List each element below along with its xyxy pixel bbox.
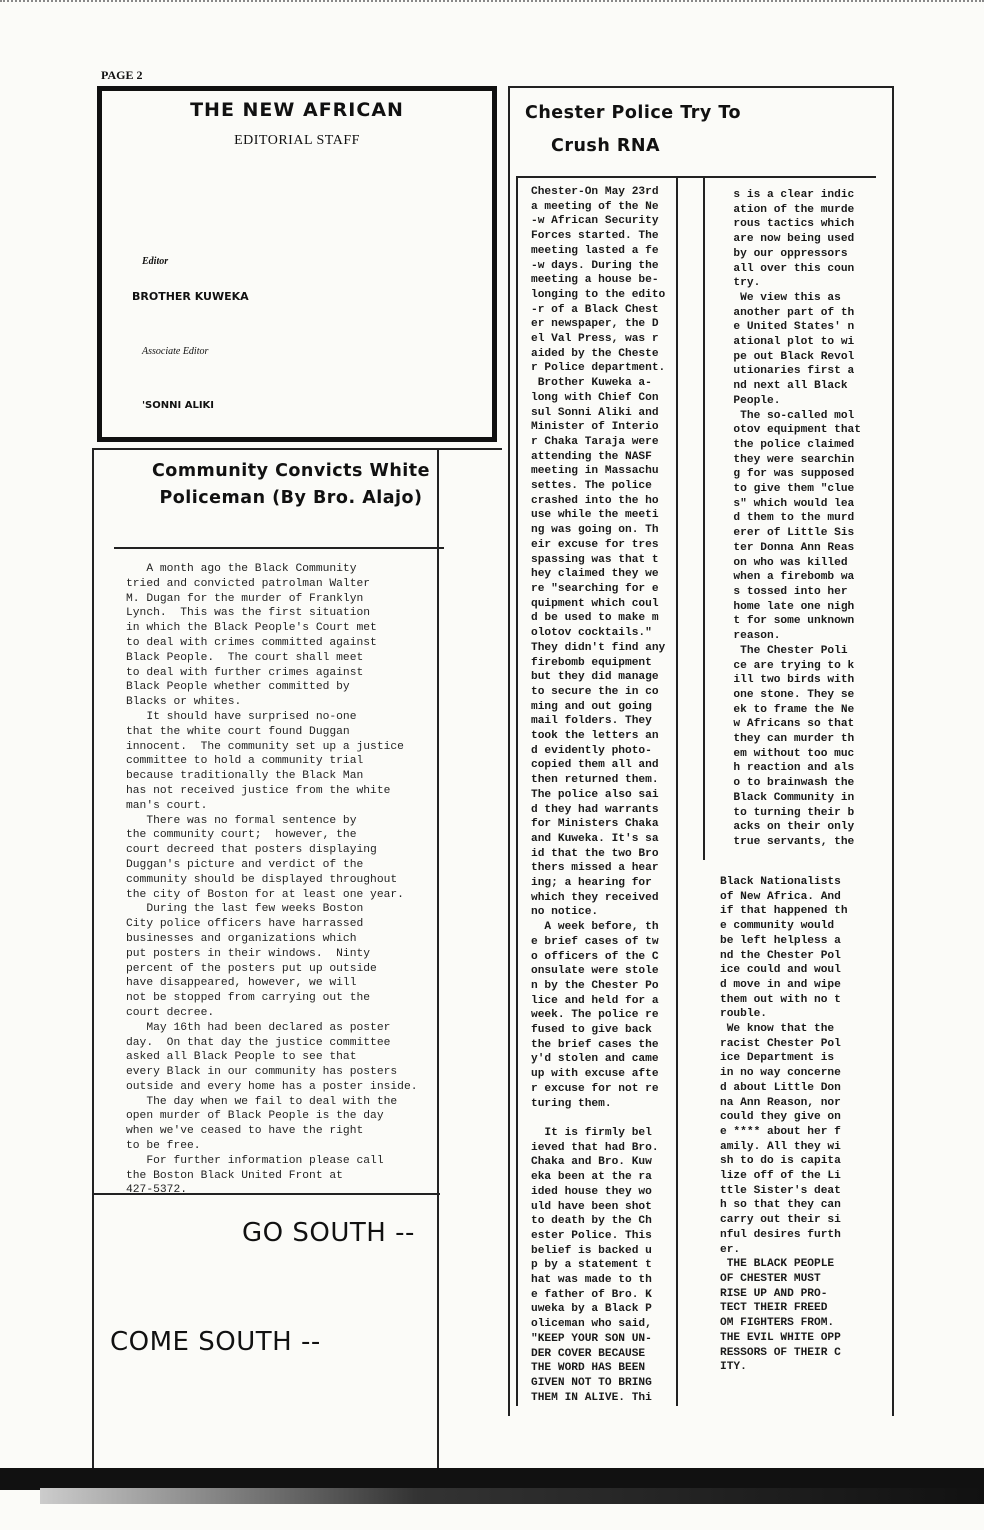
text-line: nd the Chester Pol [720, 949, 841, 962]
text-line: e **** about her f [720, 1125, 841, 1138]
text-line: to give them "clue [720, 483, 855, 496]
text-line: fused to give back [531, 1024, 652, 1037]
text-line: Black People whether committed by [126, 681, 350, 694]
text-line: took the letters an [531, 730, 659, 743]
middle-column-rule [437, 448, 439, 1488]
text-line: when a firebomb wa [720, 571, 855, 584]
text-line: week. The police re [531, 1009, 659, 1022]
masthead-subtitle: EDITORIAL STAFF [234, 133, 360, 148]
text-line: Duggan's picture and verdict of the [126, 858, 364, 871]
chester-top-rule [508, 86, 894, 88]
text-line: City police officers have harrassed [126, 918, 364, 931]
text-line: if that happened th [720, 905, 848, 918]
text-line: ter Donna Ann Reas [720, 541, 855, 554]
text-line: Black People. The court shall meet [126, 651, 364, 664]
chester-col1-left-rule [516, 176, 518, 1406]
text-line: meeting in Massachu [531, 465, 659, 478]
text-line: s" which would lea [720, 497, 855, 510]
text-line: ational plot to wi [720, 336, 855, 349]
text-line: another part of th [720, 306, 855, 319]
text-line: Lynch. This was the first situation [126, 607, 371, 620]
text-line: asked all Black People to see that [126, 1051, 357, 1064]
text-line: open murder of Black People is the day [126, 1110, 384, 1123]
text-line: ice could and woul [720, 964, 841, 977]
text-line: e community would [720, 920, 835, 933]
text-line: day. On that day the justice committee [126, 1036, 391, 1049]
text-line: p by a statement t [531, 1259, 652, 1272]
text-line: percent of the posters put up outside [126, 962, 377, 975]
text-line: on who was killed [720, 556, 848, 569]
text-line: ce are trying to k [720, 659, 855, 672]
text-line: We view this as [720, 291, 841, 304]
text-line: meeting lasted a fe [531, 244, 659, 257]
text-line: w Africans so that [720, 718, 855, 731]
text-line: the police claimed [720, 438, 855, 451]
text-line: It is firmly bel [531, 1127, 652, 1139]
text-line: ing; a hearing for [531, 877, 652, 890]
text-line: eka been at the ra [531, 1171, 652, 1184]
text-line: to be free. [126, 1140, 201, 1153]
scan-bottom-shadow [40, 1488, 984, 1504]
text-line: the brief cases the [531, 1038, 659, 1051]
text-line: r excuse for not re [531, 1082, 659, 1095]
text-line: try. [720, 277, 761, 290]
text-line: RISE UP AND PRO- [720, 1287, 828, 1300]
text-line: OF CHESTER MUST [720, 1272, 821, 1285]
text-line: -w African Security [531, 215, 659, 228]
text-line: It should have surprised no-one [126, 710, 357, 723]
text-line: ng was going on. Th [531, 524, 659, 537]
text-line: sh to do is capita [720, 1155, 841, 1168]
text-line: GIVEN NOT TO BRING [531, 1376, 652, 1389]
text-line: aided by the Cheste [531, 347, 659, 360]
text-line: racist Chester Pol [720, 1037, 841, 1050]
text-line: longing to the edito [531, 288, 666, 301]
community-top-rule [92, 448, 502, 450]
text-line: o to brainwash the [720, 777, 855, 790]
text-line: THEM IN ALIVE. Thi [531, 1391, 652, 1404]
text-line: Minister of Interio [531, 421, 659, 434]
text-line: r Police department. [531, 362, 666, 375]
chester-col1-right-rule [676, 176, 678, 1406]
text-line: ITY. [720, 1361, 747, 1374]
go-south-slogan: GO SOUTH -- [242, 1218, 415, 1248]
text-line: THE EVIL WHITE OPP [720, 1331, 841, 1344]
text-line: s is a clear indic [720, 189, 855, 201]
text-line: the city of Boston for at least one year. [126, 888, 404, 901]
chester-columns-top-rule [516, 176, 876, 178]
text-line: one stone. They se [720, 688, 855, 701]
text-line: There was no formal sentence by [126, 814, 357, 827]
text-line: acks on their only [720, 821, 855, 834]
text-line: nful desires furth [720, 1228, 841, 1241]
text-line: pe out Black Revol [720, 350, 855, 363]
chester-article-column-1 [531, 185, 665, 1405]
text-line: e United States' n [720, 321, 855, 334]
text-line: meeting a house be- [531, 274, 659, 287]
text-line: y'd stolen and came [531, 1053, 659, 1066]
text-line: THE WORD HAS BEEN [531, 1362, 646, 1375]
text-line: then returned them. [531, 774, 659, 787]
text-line: During the last few weeks Boston [126, 903, 364, 916]
text-line: hat was made to th [531, 1274, 652, 1287]
text-line: they can murder th [720, 733, 855, 746]
text-line: of New Africa. And [720, 890, 841, 903]
chester-col2-left-rule [703, 176, 705, 860]
text-line: e father of Bro. K [531, 1288, 652, 1301]
text-line: committee to hold a community trial [126, 755, 364, 768]
text-line: put posters in their windows. Ninty [126, 947, 371, 960]
text-line: all over this coun [720, 262, 855, 275]
text-line: olotov cocktails." [531, 627, 652, 640]
text-line: rouble. [720, 1008, 767, 1021]
text-line: uweka by a Black P [531, 1303, 652, 1316]
text-line: turing them. [531, 1097, 612, 1110]
text-line: by our oppressors [720, 247, 848, 260]
text-line: innocent. The community set up a justice [126, 740, 404, 753]
text-line: d move in and wipe [720, 978, 841, 991]
text-line: OM FIGHTERS FROM. [720, 1317, 835, 1330]
text-line: The Chester Poli [720, 644, 848, 657]
text-line: d evidently photo- [531, 744, 652, 757]
chester-headline-line1: Chester Police Try To [525, 103, 742, 123]
text-line: Brother Kuweka a- [531, 377, 652, 390]
text-line: The so-called mol [720, 409, 855, 422]
text-line: be left helpless a [720, 934, 841, 947]
text-line: d them to the murd [720, 512, 855, 525]
left-column-rule [92, 448, 94, 1488]
text-line: hey claimed they we [531, 568, 659, 581]
text-line: er. [720, 1243, 741, 1256]
text-line: re "searching for e [531, 582, 659, 595]
text-line: For further information please call [126, 1154, 384, 1167]
text-line: They didn't find any [531, 641, 666, 654]
text-line: home late one nigh [720, 600, 855, 613]
text-line: every Black in our community has posters [126, 1066, 398, 1079]
text-line: nd next all Black [720, 380, 848, 393]
text-line: Chaka and Bro. Kuw [531, 1156, 652, 1169]
chester-headline-line2: Crush RNA [551, 136, 661, 156]
text-line: crashed into the ho [531, 494, 659, 507]
text-line: Blacks or whites. [126, 696, 242, 709]
text-line [531, 1111, 665, 1126]
text-line: ice Department is [720, 1052, 835, 1065]
text-line: no notice. [531, 906, 599, 919]
editor-label: Editor [142, 256, 169, 267]
text-line: ation of the murde [720, 203, 855, 216]
text-line: r Chaka Taraja were [531, 435, 659, 448]
text-line: "KEEP YOUR SON UN- [531, 1332, 652, 1345]
text-line: 427-5372. [126, 1184, 188, 1197]
text-line: onsulate were stole [531, 965, 659, 978]
text-line: d about Little Don [720, 1081, 841, 1094]
text-line: businesses and organizations which [126, 932, 357, 945]
text-line: thers missed a hear [531, 862, 659, 875]
page-label: PAGE 2 [101, 68, 143, 82]
text-line: court decree. [126, 1006, 215, 1019]
text-line: The day when we fail to deal with the [126, 1095, 398, 1108]
text-line: up with excuse afte [531, 1068, 659, 1081]
text-line: when we've ceased to have the right [126, 1125, 364, 1138]
text-line: d they had warrants [531, 803, 659, 816]
scan-bottom-edge [0, 1468, 984, 1490]
text-line: reason. [720, 630, 781, 643]
text-line: to death by the Ch [531, 1215, 652, 1228]
text-line: May 16th had been declared as poster [126, 1021, 391, 1034]
text-line: a meeting of the Ne [531, 200, 659, 213]
community-article-body [126, 562, 418, 1198]
text-line: oliceman who said, [531, 1318, 652, 1331]
text-line: ieved that had Bro. [531, 1141, 659, 1154]
text-line: utionaries first a [720, 365, 855, 378]
text-line: A month ago the Black Community [126, 563, 357, 575]
text-line: mail folders. They [531, 715, 652, 728]
text-line: e brief cases of tw [531, 935, 659, 948]
text-line: em without too muc [720, 747, 855, 760]
text-line: RESSORS OF THEIR C [720, 1346, 841, 1359]
text-line: g for was supposed [720, 468, 855, 481]
text-line: for Ministers Chaka [531, 818, 659, 831]
chester-article-headline [525, 97, 741, 163]
text-line: o officers of the C [531, 950, 659, 963]
text-line: the community court; however, the [126, 829, 357, 842]
text-line: to turning their b [720, 806, 855, 819]
text-line: attending the NASF [531, 450, 652, 463]
text-line: not be stopped from carrying out the [126, 992, 371, 1005]
text-line: sul Sonni Aliki and [531, 406, 659, 419]
text-line: t for some unknown [720, 615, 855, 628]
text-line: amily. All they wi [720, 1140, 841, 1153]
text-line: el Val Press, was r [531, 333, 659, 346]
chester-right-rule [892, 86, 894, 1416]
text-line: The police also sai [531, 788, 659, 801]
community-body-top-rule [114, 547, 444, 549]
text-line: otov equipment that [720, 424, 861, 437]
text-line: h reaction and als [720, 762, 855, 775]
text-line: lice and held for a [531, 994, 659, 1007]
text-line: na Ann Reason, nor [720, 1096, 841, 1109]
chester-article-column-3 [720, 875, 848, 1375]
text-line: d be used to make m [531, 612, 659, 625]
text-line: could they give on [720, 1111, 841, 1124]
text-line: n by the Chester Po [531, 979, 659, 992]
text-line: ming and out going [531, 700, 652, 713]
text-line: belief is backed u [531, 1244, 652, 1257]
text-line: We know that the [720, 1023, 835, 1036]
text-line: because traditionally the Black Man [126, 770, 364, 783]
text-line: and Kuweka. It's sa [531, 832, 659, 845]
text-line: but they did manage [531, 671, 659, 684]
text-line: true servants, the [720, 835, 855, 848]
text-line: -r of a Black Chest [531, 303, 659, 316]
chester-article-column-2 [720, 188, 861, 850]
text-line: outside and every home has a poster inside. [126, 1080, 418, 1093]
top-edge-dots [0, 0, 984, 6]
text-line: Forces started. The [531, 230, 659, 243]
text-line: to secure the in co [531, 685, 659, 698]
text-line: has not received justice from the white [126, 784, 391, 797]
text-line: carry out their si [720, 1214, 841, 1227]
text-line: s tossed into her [720, 585, 848, 598]
text-line: ek to frame the Ne [720, 703, 855, 716]
editor-name: BROTHER KUWEKA [132, 290, 249, 303]
text-line: THE BLACK PEOPLE [720, 1258, 835, 1271]
text-line: which they received [531, 891, 659, 904]
text-line: Chester-On May 23rd [531, 186, 659, 198]
editorial-staff-box [97, 86, 497, 442]
text-line: that the white court found Duggan [126, 725, 350, 738]
come-south-slogan: COME SOUTH -- [110, 1327, 321, 1357]
text-line: firebomb equipment [531, 656, 652, 669]
text-line: lize off of the Li [720, 1170, 841, 1183]
text-line: h so that they can [720, 1199, 841, 1212]
text-line: have disappeared, however, we will [126, 977, 357, 990]
associate-editor-label: Associate Editor [142, 346, 209, 357]
text-line: id that the two Bro [531, 847, 659, 860]
text-line: TECT THEIR FREED [720, 1302, 828, 1315]
text-line: the Boston Black United Front at [126, 1169, 343, 1182]
text-line: quipment which coul [531, 597, 659, 610]
text-line: are now being used [720, 233, 855, 246]
text-line: DER COVER BECAUSE [531, 1347, 646, 1360]
text-line: settes. The police [531, 480, 652, 493]
masthead-title: THE NEW AFRICAN [190, 99, 404, 121]
text-line: A week before, th [531, 921, 659, 934]
chester-left-rule [508, 86, 510, 1416]
text-line: man's court. [126, 799, 208, 812]
text-line: uld have been shot [531, 1200, 652, 1213]
text-line: community should be displayed throughout [126, 873, 398, 886]
text-line: to deal with further crimes against [126, 666, 364, 679]
text-line: -w days. During the [531, 259, 659, 272]
text-line: erer of Little Sis [720, 527, 855, 540]
associate-editor-name: 'SONNI ALIKI [142, 400, 215, 411]
text-line: rous tactics which [720, 218, 855, 231]
text-line: use while the meeti [531, 509, 659, 522]
text-line: tried and convicted patrolman Walter [126, 577, 371, 590]
text-line: them out with no t [720, 993, 841, 1006]
text-line: court decreed that posters displaying [126, 844, 377, 857]
text-line: ided house they wo [531, 1185, 652, 1198]
text-line: spassing was that t [531, 553, 659, 566]
text-line: M. Dugan for the murder of Franklyn [126, 592, 364, 605]
text-line: Black Community in [720, 791, 855, 804]
text-line: long with Chief Con [531, 391, 659, 404]
text-line: ill two birds with [720, 674, 855, 687]
text-line: in which the Black People's Court met [126, 622, 377, 635]
text-line: er newspaper, the D [531, 318, 659, 331]
text-line: ttle Sister's deat [720, 1184, 841, 1197]
text-line: in no way concerne [720, 1067, 841, 1080]
text-line: copied them all and [531, 759, 659, 772]
text-line: they were searchin [720, 453, 855, 466]
community-article-headline: Community Convicts White Policeman (By Bro. Alajo) [151, 461, 431, 508]
text-line: eir excuse for tres [531, 538, 659, 551]
text-line: People. [720, 394, 781, 407]
text-line: ester Police. This [531, 1229, 652, 1242]
text-line: to deal with crimes committed against [126, 636, 377, 649]
text-line: Black Nationalists [720, 876, 841, 888]
